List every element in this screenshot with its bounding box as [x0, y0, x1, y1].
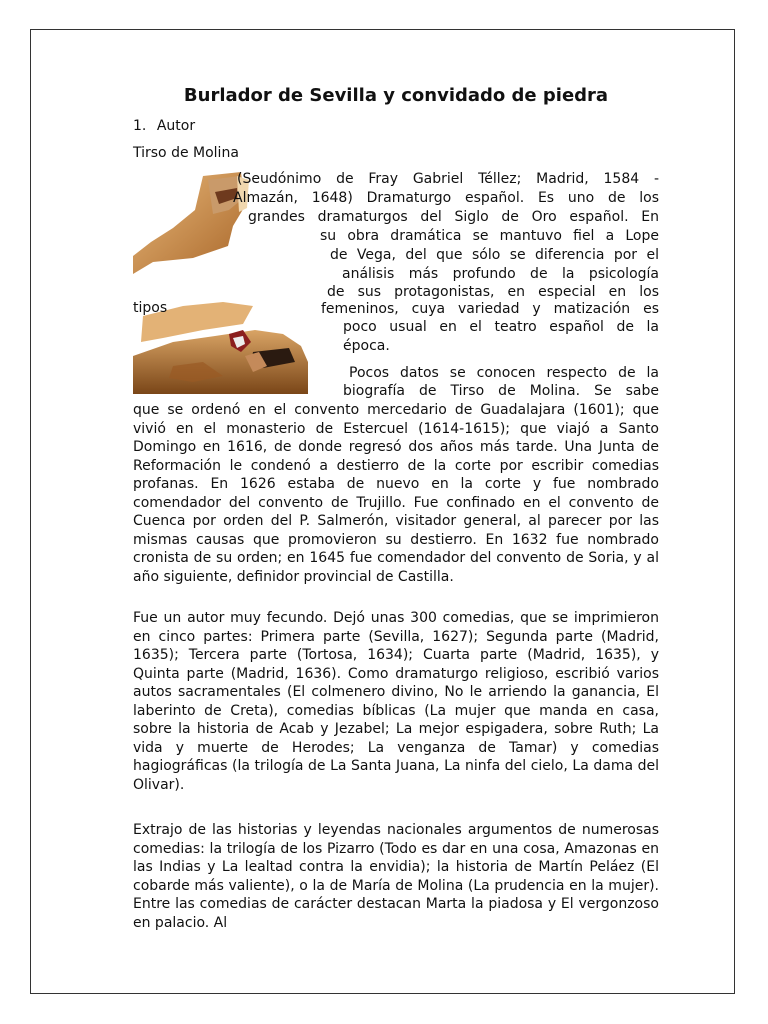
paragraph-2-line: Pocos datos se conocen respecto de la — [349, 365, 659, 381]
section-number: 1. — [133, 118, 147, 134]
bio-line: análisis más profundo de la psicología — [342, 266, 659, 282]
section-label: Autor — [156, 118, 196, 134]
tipos-word: tipos — [133, 300, 168, 316]
bio-line: su obra dramática se mantuvo fiel a Lope — [320, 228, 659, 244]
bio-line: femeninos, cuya variedad y matización es — [321, 301, 659, 317]
section-heading — [133, 116, 195, 136]
bio-line: época. — [343, 338, 390, 354]
paragraph-2: que se ordenó en el convento mercedario de Guadalajara (1601); que vivió en el monasterio de Estercuel (1614-1615); que viajó a Santo Domingo en 1616, de donde regresó dos años más tarde. Una Junta de Reformación le condenó a destierro de la corte por escribir comedias profanas. En 1626 estaba de nuevo en la corte y fue nombrado comendador del convento de Trujillo. Fue confinado en el convento de Cuenca por orden del P. Salmerón, visitador general, al parecer por las mismas causas que promovieron su destierro. En 1632 fue nombrado cronista de su orden; en 1645 fue comendador del convento de Soria, y al año siguiente, definidor provincial de Castilla. — [133, 402, 659, 585]
bio-line: de Vega, del que sólo se diferencia por el — [330, 247, 659, 263]
author-name: Tirso de Molina — [133, 145, 239, 161]
bio-line: poco usual en el teatro español de la — [343, 319, 659, 335]
paragraph-3: Fue un autor muy fecundo. Dejó unas 300 comedias, que se imprimieron en cinco partes: Primera parte (Sevilla, 1627); Segunda parte (Madrid, 1635); Tercera parte (Tortosa, 1634); Cuarta parte (Madrid, 1635), y Quinta parte (Madrid, 1636). Como dramaturgo religioso, escribió varios autos sacramentales (El colmenero divino, No le arriendo la ganancia, El laberinto de Creta), comedias bíblicas (La mujer que manda en casa, sobre la historia de Acab y Jezabel; La mejor espigadera, sobre Ruth; La vida y muerte de Herodes; La venganza de Tamar) y comedias hagiográficas (la trilogía de La Santa Juana, La ninfa del cielo, La dama del Olivar). — [133, 610, 659, 793]
bio-line: (Seudónimo de Fray Gabriel Téllez; Madrid, 1584 - — [237, 171, 659, 187]
document-title: Burlador de Sevilla y convidado de piedra — [183, 85, 609, 106]
bio-line: Almazán, 1648) Dramaturgo español. Es uno de los — [233, 190, 659, 206]
paragraph-4: Extrajo de las historias y leyendas nacionales argumentos de numerosas comedias: la trilogía de los Pizarro (Todo es dar en una cosa, Amazonas en las Indias y La lealtad contra la envidia); la historia de Martín Peláez (El cobarde más valiente), o la de María de Molina (La prudencia en la mujer). Entre las comedias de carácter destacan Marta la piadosa y El vergonzoso en palacio. Al — [133, 822, 659, 931]
bio-line: grandes dramaturgos del Siglo de Oro español. En — [248, 209, 659, 225]
bio-line: de sus protagonistas, en especial en los — [327, 284, 659, 300]
paragraph-2-line: biografía de Tirso de Molina. Se sabe — [343, 383, 659, 399]
